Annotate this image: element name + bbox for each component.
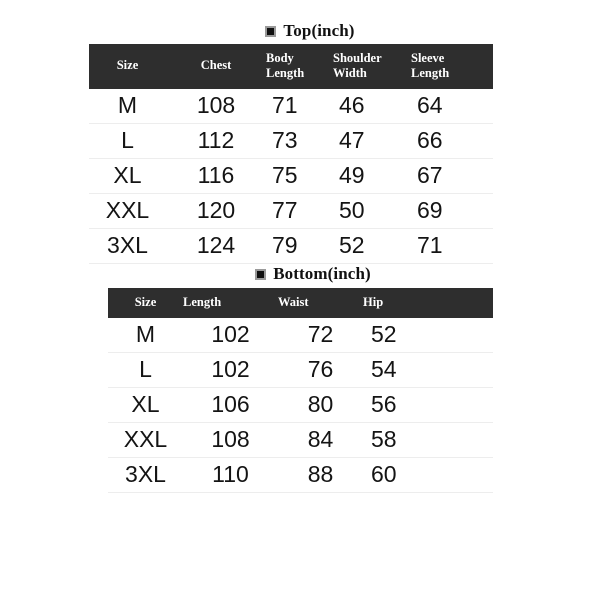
header-line-2: Length: [411, 65, 450, 80]
column-header-length: [183, 288, 278, 318]
top-size-table-container: [89, 44, 493, 264]
column-header-chest: [166, 44, 266, 89]
cell-length: 102: [183, 318, 278, 353]
header-line-2: Width: [333, 65, 367, 80]
header-line-1: Body: [266, 51, 294, 65]
cell-waist: 80: [278, 387, 363, 422]
table-row: [108, 352, 493, 387]
cell-body-length: 73: [266, 123, 333, 158]
bottom-table-body: [108, 318, 493, 493]
header-line-1: Size: [134, 295, 157, 309]
cell-size: 3XL: [108, 457, 183, 492]
cell-size: XXL: [108, 422, 183, 457]
bottom-table-header-row: [108, 288, 493, 318]
cell-hip: 54: [363, 352, 493, 387]
column-header-waist: [278, 288, 363, 318]
cell-hip: 58: [363, 422, 493, 457]
header-line-1: Shoulder: [333, 51, 382, 65]
header-line-1: Sleeve: [411, 51, 445, 65]
bottom-table-title-container: [0, 265, 600, 282]
cell-body-length: 75: [266, 158, 333, 193]
header-line-1: Hip: [363, 295, 384, 309]
bottom-table-head: [108, 288, 493, 318]
cell-size: XL: [108, 387, 183, 422]
cell-sleeve-length: 67: [411, 158, 493, 193]
cell-size: 3XL: [89, 228, 166, 263]
table-row: [89, 193, 493, 228]
table-row: [89, 158, 493, 193]
column-header-body-length: [266, 44, 333, 89]
bottom-size-table: [108, 288, 493, 493]
cell-waist: 88: [278, 457, 363, 492]
cell-size: M: [108, 318, 183, 353]
square-bullet-icon: [255, 269, 266, 280]
bottom-table-title-text: Bottom(inch): [273, 264, 371, 283]
header-line-1: Size: [116, 58, 139, 73]
header-line-1: Chest: [200, 58, 232, 73]
column-header-size: [89, 44, 166, 89]
table-row: [89, 89, 493, 124]
table-row: [108, 422, 493, 457]
cell-shoulder-width: 52: [333, 228, 411, 263]
bottom-table-title: [26, 265, 600, 282]
cell-body-length: 79: [266, 228, 333, 263]
table-row: [89, 123, 493, 158]
cell-waist: 84: [278, 422, 363, 457]
cell-shoulder-width: 50: [333, 193, 411, 228]
cell-waist: 72: [278, 318, 363, 353]
cell-shoulder-width: 47: [333, 123, 411, 158]
top-table-title: [20, 22, 600, 39]
cell-sleeve-length: 69: [411, 193, 493, 228]
cell-size: XXL: [89, 193, 166, 228]
cell-length: 110: [183, 457, 278, 492]
cell-chest: 112: [166, 123, 266, 158]
cell-length: 106: [183, 387, 278, 422]
cell-chest: 120: [166, 193, 266, 228]
cell-size: M: [89, 89, 166, 124]
cell-chest: 108: [166, 89, 266, 124]
column-header-shoulder-width: [333, 44, 411, 89]
cell-length: 108: [183, 422, 278, 457]
table-row: [108, 318, 493, 353]
top-size-table: [89, 44, 493, 264]
cell-shoulder-width: 49: [333, 158, 411, 193]
cell-waist: 76: [278, 352, 363, 387]
top-table-head: [89, 44, 493, 89]
bottom-size-table-container: [108, 288, 493, 493]
cell-sleeve-length: 71: [411, 228, 493, 263]
cell-sleeve-length: 64: [411, 89, 493, 124]
cell-body-length: 77: [266, 193, 333, 228]
cell-hip: 56: [363, 387, 493, 422]
cell-size: L: [89, 123, 166, 158]
cell-size: XL: [89, 158, 166, 193]
top-table-title-container: [0, 22, 600, 39]
cell-hip: 60: [363, 457, 493, 492]
table-row: [108, 457, 493, 492]
column-header-hip: [363, 288, 493, 318]
table-row: [89, 228, 493, 263]
header-line-1: Waist: [278, 295, 309, 309]
header-line-2: Length: [266, 65, 305, 80]
cell-shoulder-width: 46: [333, 89, 411, 124]
header-line-1: Length: [183, 295, 222, 309]
table-row: [108, 387, 493, 422]
cell-hip: 52: [363, 318, 493, 353]
column-header-size: [108, 288, 183, 318]
top-table-header-row: [89, 44, 493, 89]
column-header-sleeve-length: [411, 44, 493, 89]
cell-sleeve-length: 66: [411, 123, 493, 158]
cell-chest: 124: [166, 228, 266, 263]
cell-length: 102: [183, 352, 278, 387]
cell-body-length: 71: [266, 89, 333, 124]
square-bullet-icon: [265, 26, 276, 37]
top-table-title-text: Top(inch): [283, 21, 355, 40]
cell-size: L: [108, 352, 183, 387]
cell-chest: 116: [166, 158, 266, 193]
top-table-body: [89, 89, 493, 264]
